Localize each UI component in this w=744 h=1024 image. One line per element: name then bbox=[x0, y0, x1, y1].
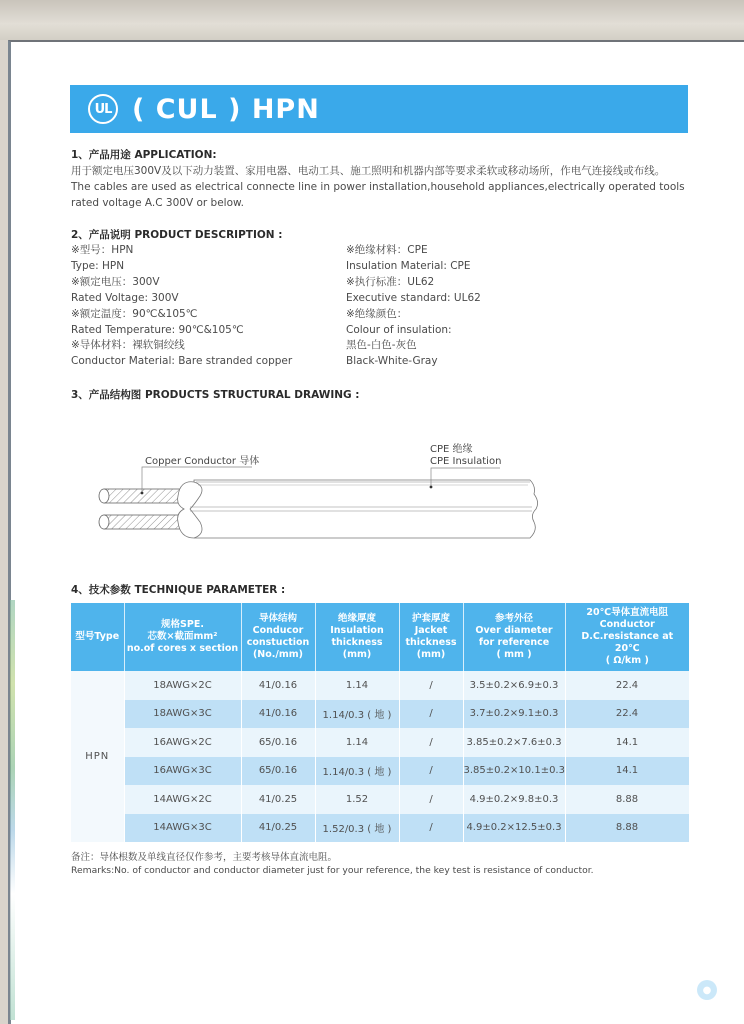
description-item: Insulation Material: CPE bbox=[346, 259, 471, 272]
description-item: Type: HPN bbox=[71, 259, 125, 272]
cell-diameter: 3.5±0.2×6.9±0.3 bbox=[463, 671, 565, 700]
description-right-column bbox=[346, 243, 481, 370]
scan-top-edge bbox=[0, 0, 744, 40]
ul-logo-icon: UL bbox=[88, 94, 118, 124]
cell-insulation: 1.14/0.3 ( 地 ) bbox=[315, 757, 399, 786]
column-header-line: constuction bbox=[246, 637, 310, 648]
column-header-line: Insulation bbox=[330, 625, 384, 636]
conductor-label: Copper Conductor 导体 bbox=[145, 456, 260, 467]
page-edge-decoration bbox=[10, 600, 15, 1020]
cell-construction: 65/0.16 bbox=[241, 757, 315, 786]
cell-jacket: / bbox=[399, 728, 463, 757]
column-header-line: thickness bbox=[331, 637, 383, 648]
application-text-cn: 用于额定电压300V及以下动力装置、家用电器、电动工具、施工照明和机器内部等要求柔软或移动场所，作电气连接线或布线。 bbox=[71, 165, 666, 177]
cell-construction: 65/0.16 bbox=[241, 728, 315, 757]
insulation-label-en: CPE Insulation bbox=[430, 456, 502, 467]
cell-spec: 18AWG×2C bbox=[124, 671, 241, 700]
column-header-line: Over diameter bbox=[475, 625, 553, 636]
cpe-insulation-body bbox=[178, 480, 538, 538]
table-row bbox=[71, 700, 689, 729]
type-cell: HPN bbox=[71, 671, 124, 842]
description-item: Executive standard: UL62 bbox=[346, 291, 481, 304]
table-row bbox=[71, 728, 689, 757]
remarks-en: Remarks:No. of conductor and conductor diameter just for your reference, the key test is resistance of conductor. bbox=[71, 865, 594, 876]
remarks-cn: 备注：导体根数及单线直径仅作参考，主要考核导体直流电阻。 bbox=[71, 852, 338, 863]
cell-resistance: 8.88 bbox=[565, 785, 689, 814]
table-row bbox=[71, 814, 689, 843]
table-row bbox=[71, 757, 689, 786]
column-header-line: 型号Type bbox=[75, 631, 120, 642]
description-item: ※执行标准：UL62 bbox=[346, 275, 435, 288]
cell-construction: 41/0.25 bbox=[241, 785, 315, 814]
cell-insulation: 1.14 bbox=[315, 728, 399, 757]
column-header bbox=[241, 603, 315, 671]
cell-diameter: 4.9±0.2×9.8±0.3 bbox=[463, 785, 565, 814]
title-banner bbox=[70, 85, 688, 133]
parameter-heading: 4、技术参数 TECHNIQUE PARAMETER : bbox=[71, 584, 286, 596]
description-item: Rated Temperature: 90℃&105℃ bbox=[71, 323, 244, 336]
column-header-line: D.C.resistance at 20℃ bbox=[581, 631, 674, 654]
cell-resistance: 22.4 bbox=[565, 700, 689, 729]
column-header-line: 绝缘厚度 bbox=[337, 613, 376, 624]
description-item: Rated Voltage: 300V bbox=[71, 291, 179, 304]
description-item: Colour of insulation: bbox=[346, 323, 452, 336]
cell-spec: 16AWG×3C bbox=[124, 757, 241, 786]
cell-resistance: 14.1 bbox=[565, 728, 689, 757]
column-header bbox=[71, 603, 124, 671]
cell-insulation: 1.14/0.3 ( 地 ) bbox=[315, 700, 399, 729]
description-item: 黑色-白色-灰色 bbox=[346, 339, 417, 352]
cell-spec: 14AWG×3C bbox=[124, 814, 241, 843]
description-item: ※额定电压：300V bbox=[71, 275, 160, 288]
column-header-line: no.of cores x section bbox=[126, 643, 239, 654]
cell-jacket: / bbox=[399, 671, 463, 700]
cell-insulation: 1.14 bbox=[315, 671, 399, 700]
column-header-line: (mm) bbox=[342, 649, 372, 660]
cell-construction: 41/0.16 bbox=[241, 671, 315, 700]
cell-spec: 16AWG×2C bbox=[124, 728, 241, 757]
cell-spec: 18AWG×3C bbox=[124, 700, 241, 729]
description-item: ※额定温度：90℃&105℃ bbox=[71, 307, 198, 320]
cell-diameter: 4.9±0.2×12.5±0.3 bbox=[463, 814, 565, 843]
column-header-line: ( Ω/km ) bbox=[605, 655, 649, 666]
cell-construction: 41/0.25 bbox=[241, 814, 315, 843]
column-header-line: (mm) bbox=[416, 649, 446, 660]
page-number-badge: ● bbox=[697, 980, 717, 1000]
insulation-label-cn: CPE 绝缘 bbox=[430, 444, 473, 455]
cell-resistance: 8.88 bbox=[565, 814, 689, 843]
cell-insulation: 1.52/0.3 ( 地 ) bbox=[315, 814, 399, 843]
cell-construction: 41/0.16 bbox=[241, 700, 315, 729]
cell-jacket: / bbox=[399, 814, 463, 843]
description-item: ※绝缘材料：CPE bbox=[346, 244, 428, 256]
column-header-line: 参考外径 bbox=[494, 613, 533, 624]
page-title: ( CUL ) HPN bbox=[132, 93, 320, 125]
column-header bbox=[565, 603, 689, 671]
table-header-row bbox=[71, 603, 689, 671]
description-left-column bbox=[71, 243, 292, 370]
column-header-line: Conducor bbox=[252, 625, 304, 636]
cell-jacket: / bbox=[399, 785, 463, 814]
cell-resistance: 22.4 bbox=[565, 671, 689, 700]
column-header-line: 导体结构 bbox=[258, 613, 297, 624]
cell-diameter: 3.85±0.2×10.1±0.3 bbox=[463, 757, 565, 786]
column-header bbox=[399, 603, 463, 671]
column-header-line: 规格SPE. bbox=[161, 619, 204, 630]
cell-spec: 14AWG×2C bbox=[124, 785, 241, 814]
column-header bbox=[315, 603, 399, 671]
description-item: ※绝缘颜色： bbox=[346, 307, 408, 320]
drawing-heading-wrap bbox=[71, 387, 360, 403]
remarks bbox=[71, 851, 594, 877]
description-heading-wrap bbox=[71, 227, 282, 243]
cable-structure-drawing bbox=[90, 430, 550, 550]
parameter-heading-wrap bbox=[71, 582, 285, 598]
cell-diameter: 3.85±0.2×7.6±0.3 bbox=[463, 728, 565, 757]
description-heading: 2、产品说明 PRODUCT DESCRIPTION : bbox=[71, 229, 283, 241]
column-header-line: Conductor bbox=[599, 619, 655, 630]
cell-insulation: 1.52 bbox=[315, 785, 399, 814]
description-item: Conductor Material: Bare stranded copper bbox=[71, 355, 293, 368]
column-header-line: thickness bbox=[405, 637, 457, 648]
column-header-line: 护套厚度 bbox=[411, 613, 450, 624]
application-text-en: The cables are used as electrical connecte line in power installation,household appliances,electrically operated tools bbox=[71, 181, 685, 193]
drawing-heading: 3、产品结构图 PRODUCTS STRUCTURAL DRAWING : bbox=[71, 389, 360, 401]
cell-resistance: 14.1 bbox=[565, 757, 689, 786]
parameter-table bbox=[71, 603, 690, 842]
column-header-line: Jacket bbox=[414, 625, 448, 636]
cell-jacket: / bbox=[399, 700, 463, 729]
description-item: ※型号：HPN bbox=[71, 244, 134, 256]
column-header bbox=[124, 603, 241, 671]
application-heading: 1、产品用途 APPLICATION: bbox=[71, 149, 217, 161]
column-header bbox=[463, 603, 565, 671]
description-item: ※导体材料：裸软铜绞线 bbox=[71, 339, 185, 352]
column-header-line: 芯数×截面mm² bbox=[147, 631, 218, 642]
column-header-line: (No./mm) bbox=[252, 649, 304, 660]
description-item: Black-White-Gray bbox=[346, 355, 438, 368]
column-header-line: 20℃导体直流电阻 bbox=[586, 607, 669, 618]
cell-jacket: / bbox=[399, 757, 463, 786]
table-row bbox=[71, 785, 689, 814]
application-text-en-2: rated voltage A.C 300V or below. bbox=[71, 197, 244, 209]
column-header-line: for reference bbox=[478, 637, 550, 648]
table-row bbox=[71, 671, 689, 700]
column-header-line: ( mm ) bbox=[496, 649, 532, 660]
cell-diameter: 3.7±0.2×9.1±0.3 bbox=[463, 700, 565, 729]
application-section bbox=[71, 147, 685, 211]
